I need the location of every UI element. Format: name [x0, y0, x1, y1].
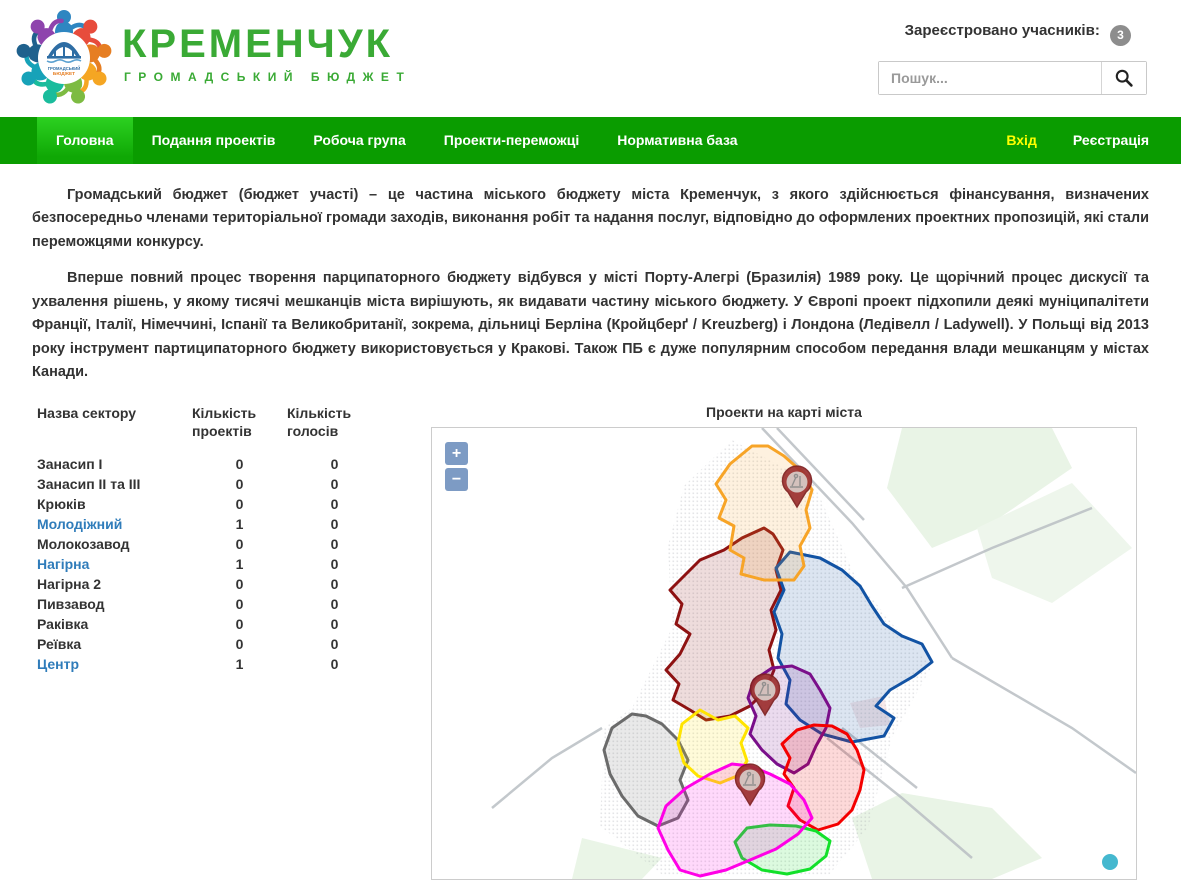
site-subtitle: ГРОМАДСЬКИЙ БЮДЖЕТ [124, 70, 412, 84]
intro-section [0, 164, 1181, 385]
sector-project-count: 0 [235, 615, 244, 632]
map-title: Проекти на карті міста [706, 403, 862, 420]
sector-project-count: 1 [235, 555, 244, 572]
table-header-row [37, 404, 382, 454]
sector-project-count: 0 [235, 635, 244, 652]
sector-vote-count: 0 [330, 575, 339, 592]
sector-vote-count: 0 [330, 595, 339, 612]
intro-paragraph-2: Вперше повний процес творення парципаторного бюджету відбувся у місті Порту-Алегрі (Бразилія) 1989 року. Це щорічний процес дискусії та ухвалення рішень, у якому тисячі мешканців міста вирішують, як видавати частину міського бюджету. У Європі проект підхопили деякі муніципалітети Франції, Італії, Німеччині, Іспанії та Великобританії, зокрема, дільниці Берліна (Кройцберґ / Kreuzberg) і Лондона (Ледівелл / Ladywell). У Польщі від 2013 року інструмент партиципаторного бюджету використовується у Кракові. Також ПБ є дуже популярним способом передання влади мешканцям у містах Канади. [32, 270, 1149, 381]
search-input[interactable] [879, 62, 1101, 94]
sector-name: Нагірна 2 [37, 575, 102, 592]
sector-project-count: 0 [235, 575, 244, 592]
sector-name: Реївка [37, 635, 82, 652]
projects-map-section [431, 404, 1137, 880]
table-row [37, 614, 382, 634]
sector-name: Крюків [37, 495, 86, 512]
sector-link[interactable]: Центр [37, 655, 80, 672]
sector-project-count: 0 [235, 595, 244, 612]
search-icon [1114, 68, 1134, 88]
table-row [37, 494, 382, 514]
site-title: КРЕМЕНЧУК [122, 22, 394, 66]
sector-project-count: 0 [235, 455, 244, 472]
participants-count-badge: 3 [1110, 25, 1131, 46]
table-row [37, 474, 382, 494]
sector-name: Пивзавод [37, 595, 105, 612]
nav-item-1[interactable]: Подання проектів [151, 132, 276, 148]
sector-vote-count: 0 [330, 455, 339, 472]
nav-item-0[interactable]: Головна [37, 117, 133, 164]
column-header-sector-name: Назва сектору [37, 404, 137, 421]
table-row [37, 514, 382, 534]
sector-vote-count: 0 [330, 535, 339, 552]
table-row [37, 534, 382, 554]
search-box [878, 61, 1147, 95]
intro-paragraph-1: Громадський бюджет (бюджет участі) – це частина міського бюджету міста Кременчук, з якого здійснюється фінансування, визначених безпосередньо членами територіальної громади заходів, виконання робіт та надання послуг, відповідно до оформлених проектних пропозицій, які стали переможцями конкурсу. [32, 187, 1149, 250]
svg-text:ГРОМАДСЬКИЙ: ГРОМАДСЬКИЙ [47, 66, 81, 71]
sector-vote-count: 0 [330, 515, 339, 532]
table-row [37, 454, 382, 474]
svg-text:БЮДЖЕТ: БЮДЖЕТ [52, 72, 76, 77]
nav-item-3[interactable]: Проекти-переможці [443, 132, 580, 148]
sector-link[interactable]: Молодіжний [37, 515, 123, 532]
participants-label: Зареєстровано учасників: [904, 22, 1100, 39]
sector-project-count: 1 [235, 655, 244, 672]
sector-vote-count: 0 [330, 655, 339, 672]
logo-people-ring-icon [14, 6, 114, 110]
zoom-in-button[interactable]: + [445, 442, 468, 465]
sector-project-count: 1 [235, 515, 244, 532]
main-navigation [0, 117, 1181, 164]
table-row [37, 654, 382, 674]
sector-vote-count: 0 [330, 475, 339, 492]
sector-vote-count: 0 [330, 635, 339, 652]
zoom-out-button[interactable]: − [445, 468, 468, 491]
nav-item-4[interactable]: Нормативна база [617, 132, 738, 148]
register-link[interactable]: Реєстрація [1072, 132, 1149, 148]
sector-statistics-table [37, 404, 382, 880]
table-row [37, 554, 382, 574]
sector-vote-count: 0 [330, 615, 339, 632]
sector-project-count: 0 [235, 535, 244, 552]
nav-item-2[interactable]: Робоча група [313, 132, 406, 148]
column-header-project-count: Кількість проектів [192, 404, 257, 440]
city-logo [14, 6, 114, 110]
page-header [0, 0, 1181, 117]
small-map-marker[interactable] [1102, 854, 1118, 870]
sector-vote-count: 0 [330, 555, 339, 572]
sector-name: Раківка [37, 615, 89, 632]
sector-link[interactable]: Нагірна [37, 555, 90, 572]
registered-participants [905, 22, 1131, 46]
sector-name: Занасип I [37, 455, 103, 472]
table-row [37, 634, 382, 654]
sector-project-count: 0 [235, 475, 244, 492]
column-header-vote-count: Кількість голосів [287, 404, 352, 440]
table-row [37, 594, 382, 614]
sector-name: Занасип II та III [37, 475, 141, 492]
search-button[interactable] [1101, 62, 1146, 94]
city-map[interactable] [431, 427, 1137, 880]
login-link[interactable]: Вхід [1006, 132, 1037, 148]
sector-project-count: 0 [235, 495, 244, 512]
sector-name: Молокозавод [37, 535, 130, 552]
map-zoom-controls [445, 442, 468, 494]
table-row [37, 574, 382, 594]
sector-vote-count: 0 [330, 495, 339, 512]
